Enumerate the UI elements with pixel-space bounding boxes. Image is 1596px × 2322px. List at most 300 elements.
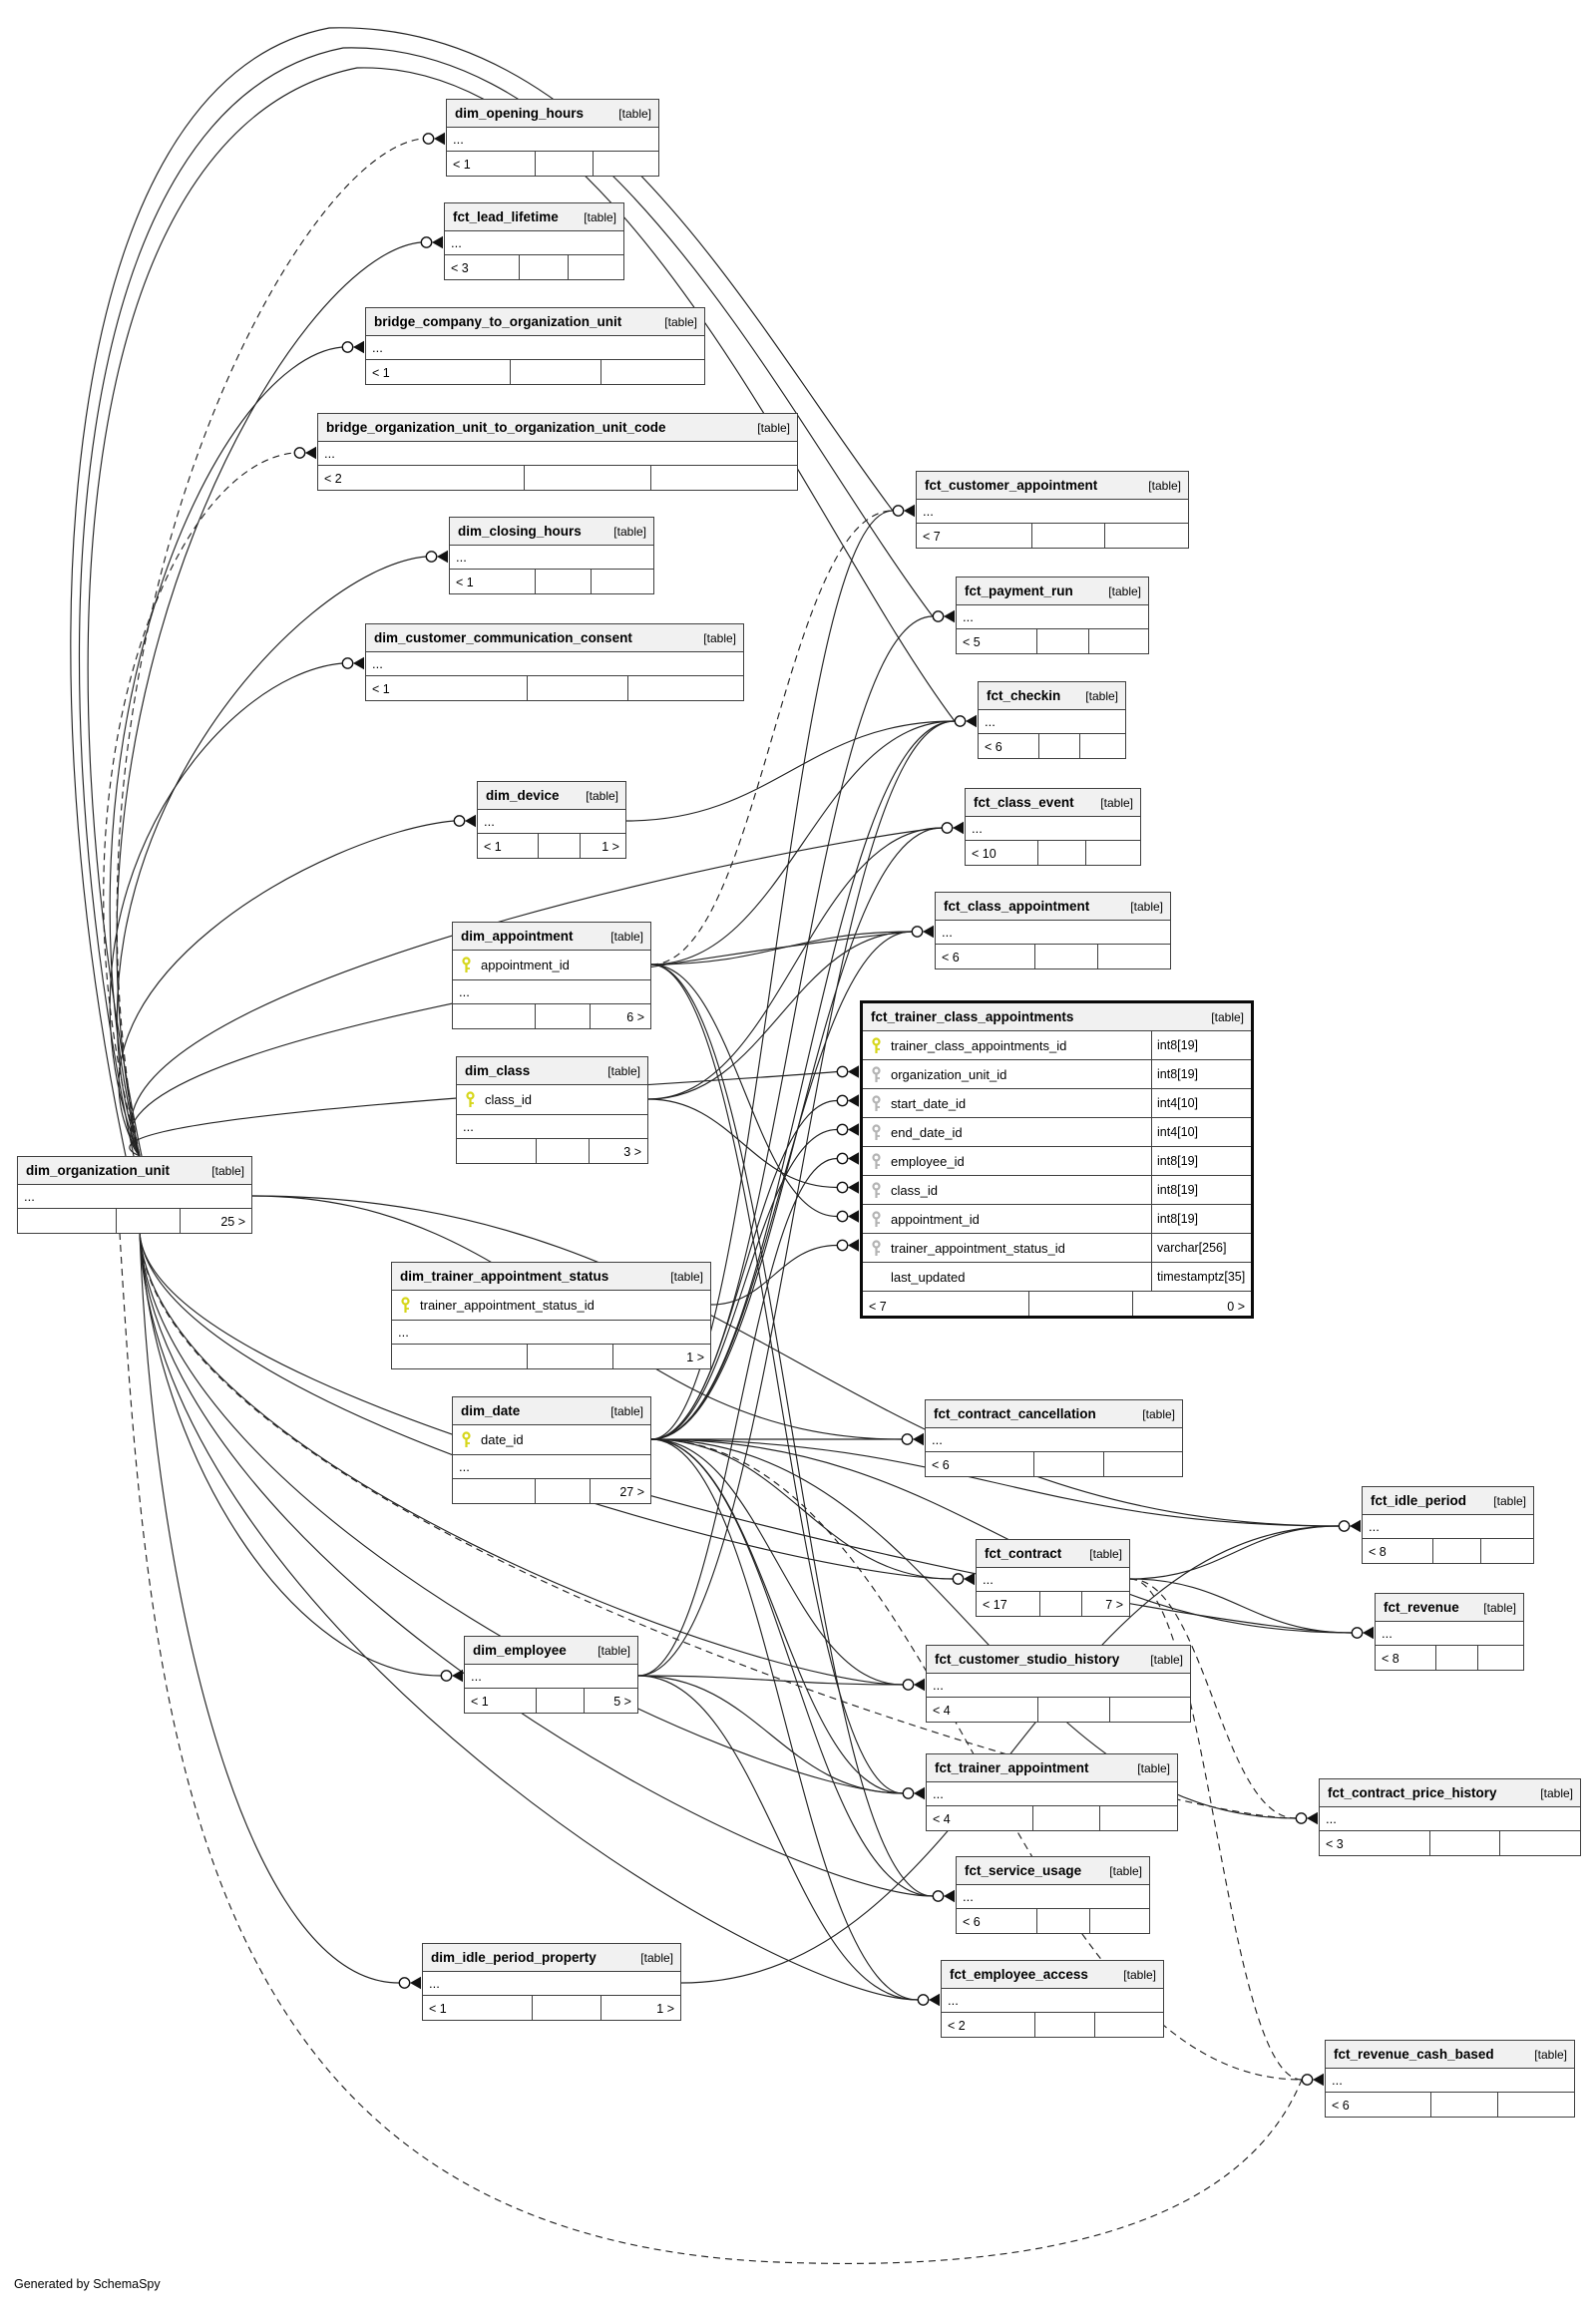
table-header: [392, 1263, 710, 1291]
footer-spacer: [535, 1479, 589, 1504]
outgoing-count: 3 >: [589, 1139, 647, 1164]
table-type-badge: [table]: [610, 1403, 643, 1418]
table-body: [18, 1185, 251, 1234]
many-end-connector: [953, 1573, 975, 1585]
column-name: date_id: [481, 1432, 524, 1447]
outgoing-count: [1094, 2013, 1163, 2038]
column-name: trainer_appointment_status_id: [891, 1240, 1065, 1256]
many-end-connector: [893, 505, 915, 517]
ellipsis-row: ...: [1363, 1515, 1533, 1539]
table-header: [478, 782, 625, 810]
ellipsis-row: ...: [366, 652, 743, 676]
table-type-badge: [table]: [1109, 1863, 1142, 1878]
many-end-connector: [421, 236, 443, 248]
column-row-end_date_id: [863, 1118, 1251, 1147]
incoming-count: [453, 1004, 535, 1029]
ellipsis-row: ...: [423, 1972, 680, 1996]
table-footer: [1363, 1539, 1533, 1564]
table-dim_appointment[interactable]: [452, 922, 651, 1029]
column-row-appointment_id: [453, 951, 650, 980]
table-header: [936, 893, 1170, 921]
ellipsis-row: ...: [979, 710, 1125, 734]
ellipsis-row: ...: [942, 1989, 1163, 2013]
ellipsis-row: ...: [453, 980, 650, 1004]
column-name: last_updated: [891, 1269, 966, 1285]
table-body: [977, 1568, 1129, 1617]
many-end-connector: [837, 1181, 859, 1193]
table-body: [366, 652, 743, 701]
foreign-key-icon: [871, 1095, 882, 1112]
table-body: [450, 546, 653, 594]
outgoing-count: [1480, 1539, 1533, 1564]
table-title[interactable]: dim_class: [465, 1063, 531, 1078]
incoming-count: [453, 1479, 535, 1504]
footer-spacer: [1036, 629, 1089, 654]
ellipsis-row: ...: [366, 336, 704, 360]
relationship-line: [110, 663, 342, 1156]
table-fct_customer_studio_history[interactable]: [926, 1645, 1191, 1723]
table-body: [423, 1972, 680, 2021]
incoming-count: < 2: [324, 472, 342, 486]
table-title[interactable]: fct_customer_studio_history: [935, 1652, 1120, 1667]
table-fct_revenue[interactable]: [1375, 1593, 1524, 1671]
many-end-connector: [837, 1065, 859, 1077]
table-body: [936, 921, 1170, 969]
relationship-line: [651, 511, 893, 965]
table-header: [453, 1397, 650, 1425]
table-type-badge: [table]: [703, 630, 736, 645]
table-type-badge: [table]: [610, 929, 643, 944]
table-header: [465, 1637, 637, 1665]
many-end-connector: [955, 715, 977, 727]
table-fct_class_event[interactable]: [965, 788, 1141, 866]
many-end-connector: [942, 822, 964, 834]
table-bridge_organization_unit_to_organization_unit_code[interactable]: [317, 413, 798, 491]
footer-spacer: [1028, 1292, 1131, 1319]
many-end-connector: [294, 447, 316, 459]
table-type-badge: [table]: [1150, 1652, 1183, 1667]
footer-spacer: [532, 1996, 601, 2021]
table-title[interactable]: dim_customer_communication_consent: [374, 630, 632, 645]
table-title[interactable]: fct_class_event: [974, 795, 1074, 810]
table-footer: [465, 1689, 637, 1714]
table-title[interactable]: bridge_organization_unit_to_organization_unit_code: [326, 420, 666, 435]
outgoing-count: 1 >: [580, 834, 625, 859]
table-body: [318, 442, 797, 491]
many-end-connector: [902, 1433, 924, 1445]
table-body: [465, 1665, 637, 1714]
table-title[interactable]: fct_class_appointment: [944, 899, 1090, 914]
table-title[interactable]: dim_opening_hours: [455, 106, 585, 121]
column-row-last_updated: [863, 1263, 1251, 1292]
table-bridge_company_to_organization_unit[interactable]: [365, 307, 705, 385]
table-dim_class[interactable]: [456, 1056, 648, 1164]
primary-key-icon: [461, 957, 472, 973]
table-type-badge: [table]: [640, 1950, 673, 1965]
column-name: trainer_appointment_status_id: [420, 1298, 595, 1313]
table-footer: [392, 1345, 710, 1369]
table-fct_employee_access[interactable]: [941, 1960, 1164, 2038]
outgoing-count: 1 >: [600, 1996, 680, 2021]
table-title[interactable]: fct_customer_appointment: [925, 478, 1098, 493]
many-end-connector: [426, 551, 448, 563]
incoming-count: < 3: [451, 261, 469, 275]
table-header: [18, 1157, 251, 1185]
table-type-badge: [table]: [1130, 899, 1163, 914]
foreign-key-icon: [871, 1182, 882, 1199]
table-type-badge: [table]: [1483, 1600, 1516, 1615]
incoming-count: < 4: [933, 1812, 951, 1826]
table-header: [457, 1057, 647, 1085]
column-name: start_date_id: [891, 1095, 967, 1111]
table-dim_idle_period_property[interactable]: [422, 1943, 681, 2021]
table-title[interactable]: dim_closing_hours: [458, 524, 582, 539]
ellipsis-row: ...: [1320, 1807, 1580, 1831]
table-body: [917, 500, 1188, 549]
table-dim_trainer_appointment_status[interactable]: [391, 1262, 711, 1369]
table-header: [863, 1003, 1251, 1031]
footer-spacer: [1034, 945, 1098, 969]
outgoing-count: [568, 255, 623, 280]
table-body: [447, 128, 658, 177]
relationship-line: [1130, 1526, 1339, 1579]
table-title[interactable]: fct_contract_price_history: [1328, 1785, 1497, 1800]
table-fct_trainer_appointment[interactable]: [926, 1753, 1178, 1831]
footer-spacer: [1432, 1539, 1479, 1564]
many-end-connector: [933, 1890, 955, 1902]
table-footer: [453, 1004, 650, 1029]
table-header: [445, 203, 623, 231]
table-title[interactable]: fct_service_usage: [965, 1863, 1082, 1878]
table-title[interactable]: fct_idle_period: [1371, 1493, 1467, 1508]
column-row-class_id: [457, 1085, 647, 1115]
relationship-line: [651, 1439, 903, 1685]
outgoing-count: [1099, 1806, 1177, 1831]
many-end-connector: [1339, 1520, 1361, 1532]
table-footer: [453, 1479, 650, 1504]
footer-spacer: [527, 1345, 611, 1369]
table-body: [927, 1782, 1177, 1831]
incoming-count: < 4: [933, 1704, 951, 1718]
table-header: [927, 1754, 1177, 1782]
ellipsis-row: ...: [318, 442, 797, 466]
table-fct_contract[interactable]: [976, 1539, 1130, 1617]
outgoing-count: [1089, 1909, 1149, 1934]
ellipsis-row: ...: [453, 1455, 650, 1479]
table-footer: [450, 570, 653, 594]
ellipsis-row: ...: [457, 1115, 647, 1139]
table-dim_opening_hours[interactable]: [446, 99, 659, 177]
table-title[interactable]: fct_employee_access: [950, 1967, 1088, 1982]
table-type-badge: [table]: [1142, 1406, 1175, 1421]
table-header: [927, 1646, 1190, 1674]
table-footer: [957, 629, 1148, 654]
table-body: [453, 951, 650, 1029]
foreign-key-icon: [871, 1211, 882, 1228]
incoming-count: [392, 1345, 527, 1369]
column-row-trainer_appointment_status_id: [863, 1234, 1251, 1263]
incoming-count: < 1: [372, 682, 390, 696]
many-end-connector: [837, 1094, 859, 1106]
table-body: [957, 605, 1148, 654]
column-name: appointment_id: [891, 1211, 980, 1227]
footer-spacer: [535, 570, 591, 594]
many-end-connector: [912, 926, 934, 938]
relationship-line: [110, 347, 342, 1156]
primary-key-icon: [461, 1431, 472, 1448]
primary-key-icon: [465, 1091, 476, 1108]
ellipsis-row: ...: [1326, 2069, 1574, 2093]
many-end-connector: [903, 1679, 925, 1691]
table-body: [926, 1428, 1182, 1477]
relationship-line: [140, 1233, 399, 1983]
many-end-connector: [918, 1994, 940, 2006]
table-header: [1363, 1487, 1533, 1515]
relationship-line: [119, 821, 454, 1156]
footer-spacer: [510, 360, 600, 385]
table-fct_checkin[interactable]: [978, 681, 1126, 759]
incoming-count: < 1: [471, 1695, 489, 1709]
table-footer: [957, 1909, 1149, 1934]
ellipsis-row: ...: [966, 817, 1140, 841]
table-title[interactable]: fct_revenue: [1384, 1600, 1459, 1615]
outgoing-count: 0 >: [1132, 1292, 1251, 1319]
outgoing-count: [600, 360, 704, 385]
outgoing-count: [1109, 1698, 1190, 1723]
column-row-class_id: [863, 1176, 1251, 1205]
outgoing-count: 7 >: [1081, 1592, 1129, 1617]
ellipsis-row: ...: [957, 605, 1148, 629]
incoming-count: < 1: [484, 840, 502, 854]
table-title[interactable]: fct_checkin: [987, 688, 1061, 703]
table-footer: [318, 466, 797, 491]
column-type: timestamptz[35]: [1151, 1263, 1251, 1291]
many-end-connector: [837, 1123, 859, 1135]
table-title[interactable]: fct_lead_lifetime: [453, 209, 559, 224]
table-header: [1320, 1779, 1580, 1807]
incoming-count: < 1: [372, 366, 390, 380]
table-body: [1363, 1515, 1533, 1564]
many-end-connector: [342, 341, 364, 353]
table-body: [1326, 2069, 1574, 2118]
table-type-badge: [table]: [1493, 1493, 1526, 1508]
table-body: [957, 1885, 1149, 1934]
ellipsis-row: ...: [936, 921, 1170, 945]
table-dim_organization_unit[interactable]: [17, 1156, 252, 1234]
table-type-badge: [table]: [598, 1643, 630, 1658]
footer-spacer: [519, 255, 568, 280]
ellipsis-row: ...: [18, 1185, 251, 1209]
ellipsis-row: ...: [450, 546, 653, 570]
outgoing-count: [593, 152, 658, 177]
many-end-connector: [837, 1210, 859, 1222]
table-header: [366, 624, 743, 652]
ellipsis-row: ...: [977, 1568, 1129, 1592]
column-name: employee_id: [891, 1153, 965, 1169]
table-title[interactable]: dim_employee: [473, 1643, 567, 1658]
table-title[interactable]: fct_revenue_cash_based: [1334, 2047, 1494, 2062]
ellipsis-row: ...: [927, 1674, 1190, 1698]
table-title[interactable]: dim_device: [486, 788, 560, 803]
table-dim_date[interactable]: [452, 1396, 651, 1504]
outgoing-count: 6 >: [590, 1004, 650, 1029]
table-dim_closing_hours[interactable]: [449, 517, 654, 594]
table-fct_payment_run[interactable]: [956, 577, 1149, 654]
table-header: [977, 1540, 1129, 1568]
table-header: [942, 1961, 1163, 1989]
table-header: [957, 578, 1148, 605]
incoming-count: < 6: [963, 1915, 981, 1929]
incoming-count: < 3: [1326, 1837, 1344, 1851]
table-title[interactable]: dim_idle_period_property: [431, 1950, 597, 1965]
table-fct_contract_cancellation[interactable]: [925, 1399, 1183, 1477]
table-title[interactable]: dim_trainer_appointment_status: [400, 1269, 609, 1284]
ellipsis-row: ...: [927, 1782, 1177, 1806]
many-end-connector: [837, 1239, 859, 1251]
table-title[interactable]: fct_trainer_class_appointments: [871, 1009, 1074, 1024]
table-footer: [977, 1592, 1129, 1617]
footer-spacer: [1430, 2093, 1497, 2118]
table-fct_idle_period[interactable]: [1362, 1486, 1534, 1564]
table-fct_class_appointment[interactable]: [935, 892, 1171, 969]
table-fct_revenue_cash_based[interactable]: [1325, 2040, 1575, 2118]
foreign-key-icon: [871, 1153, 882, 1170]
foreign-key-icon: [871, 1240, 882, 1257]
foreign-key-icon: [871, 1124, 882, 1141]
incoming-count: < 7: [923, 530, 941, 544]
table-type-badge: [table]: [1085, 688, 1118, 703]
incoming-count: < 6: [985, 740, 1002, 754]
relationship-line: [638, 1676, 903, 1793]
table-footer: [457, 1139, 647, 1164]
many-end-connector: [933, 610, 955, 622]
table-fct_contract_price_history[interactable]: [1319, 1778, 1581, 1856]
table-footer: [927, 1806, 1177, 1831]
table-footer: [447, 152, 658, 177]
table-footer: [478, 834, 625, 859]
table-footer: [18, 1209, 251, 1234]
table-title[interactable]: fct_contract: [985, 1546, 1062, 1561]
table-type-badge: [table]: [1211, 1009, 1244, 1024]
incoming-count: < 2: [948, 2019, 966, 2033]
table-body: [863, 1031, 1251, 1319]
table-dim_employee[interactable]: [464, 1636, 638, 1714]
table-title[interactable]: fct_contract_cancellation: [934, 1406, 1096, 1421]
column-type: int8[19]: [1151, 1205, 1251, 1233]
column-name: appointment_id: [481, 958, 570, 972]
table-footer: [423, 1996, 680, 2021]
outgoing-count: [1103, 1452, 1182, 1477]
table-header: [423, 1944, 680, 1972]
column-row-trainer_class_appointments_id: [863, 1031, 1251, 1060]
table-footer: [942, 2013, 1163, 2038]
table-dim_customer_communication_consent[interactable]: [365, 623, 744, 701]
table-title[interactable]: fct_payment_run: [965, 583, 1073, 598]
outgoing-count: [1497, 2093, 1574, 2118]
table-header: [447, 100, 658, 128]
outgoing-count: 5 >: [584, 1689, 637, 1714]
table-header: [1376, 1594, 1523, 1622]
table-body: [478, 810, 625, 859]
many-end-connector: [342, 657, 364, 669]
table-type-badge: [table]: [1540, 1785, 1573, 1800]
table-title[interactable]: bridge_company_to_organization_unit: [374, 314, 622, 329]
table-footer: [917, 524, 1188, 549]
table-fct_customer_appointment[interactable]: [916, 471, 1189, 549]
footer-spacer: [1031, 524, 1104, 549]
footer-spacer: [1034, 2013, 1094, 2038]
table-fct_service_usage[interactable]: [956, 1856, 1150, 1934]
table-type-badge: [table]: [618, 106, 651, 121]
column-name: organization_unit_id: [891, 1066, 1007, 1082]
ellipsis-row: ...: [957, 1885, 1149, 1909]
table-footer: [366, 676, 743, 701]
table-type-badge: [table]: [670, 1269, 703, 1284]
ellipsis-row: ...: [917, 500, 1188, 524]
incoming-count: < 1: [456, 576, 474, 589]
footer-spacer: [116, 1209, 179, 1234]
footer-spacer: [524, 466, 650, 491]
table-footer: [936, 945, 1170, 969]
table-footer: [863, 1292, 1251, 1319]
table-body: [392, 1291, 710, 1369]
footer-spacer: [1037, 1698, 1108, 1723]
column-type: int8[19]: [1151, 1147, 1251, 1175]
column-name: class_id: [485, 1092, 532, 1107]
relationship-line: [711, 1246, 837, 1306]
outgoing-count: [650, 466, 797, 491]
table-type-badge: [table]: [607, 1063, 640, 1078]
table-type-badge: [table]: [1534, 2047, 1567, 2062]
outgoing-count: [1088, 629, 1148, 654]
ellipsis-row: ...: [447, 128, 658, 152]
table-body: [457, 1085, 647, 1164]
table-footer: [926, 1452, 1182, 1477]
many-end-connector: [1296, 1812, 1318, 1824]
column-row-trainer_appointment_status_id: [392, 1291, 710, 1321]
table-title[interactable]: dim_appointment: [461, 929, 574, 944]
table-body: [927, 1674, 1190, 1723]
footer-spacer: [1033, 1452, 1102, 1477]
footer-spacer: [527, 676, 627, 701]
primary-key-icon: [871, 1037, 882, 1054]
table-header: [979, 682, 1125, 710]
column-row-start_date_id: [863, 1089, 1251, 1118]
table-title[interactable]: dim_date: [461, 1403, 521, 1418]
footer-spacer: [535, 152, 593, 177]
table-header: [366, 308, 704, 336]
table-dim_device[interactable]: [477, 781, 626, 859]
table-fct_lead_lifetime[interactable]: [444, 202, 624, 280]
many-end-connector: [837, 1152, 859, 1164]
table-fct_trainer_class_appointments[interactable]: [860, 1000, 1254, 1319]
table-footer: [1376, 1646, 1523, 1671]
table-header: [917, 472, 1188, 500]
outgoing-count: [1079, 734, 1125, 759]
column-name: end_date_id: [891, 1124, 963, 1140]
outgoing-count: [1477, 1646, 1523, 1671]
table-title[interactable]: fct_trainer_appointment: [935, 1760, 1089, 1775]
relationship-line: [140, 1233, 1296, 1818]
table-header: [450, 518, 653, 546]
primary-key-icon: [400, 1297, 411, 1314]
footer-spacer: [1038, 734, 1079, 759]
table-body: [445, 231, 623, 280]
footer-spacer: [1037, 841, 1085, 866]
table-title[interactable]: dim_organization_unit: [26, 1163, 171, 1178]
outgoing-count: [1499, 1831, 1580, 1856]
column-type: int8[19]: [1151, 1060, 1251, 1088]
